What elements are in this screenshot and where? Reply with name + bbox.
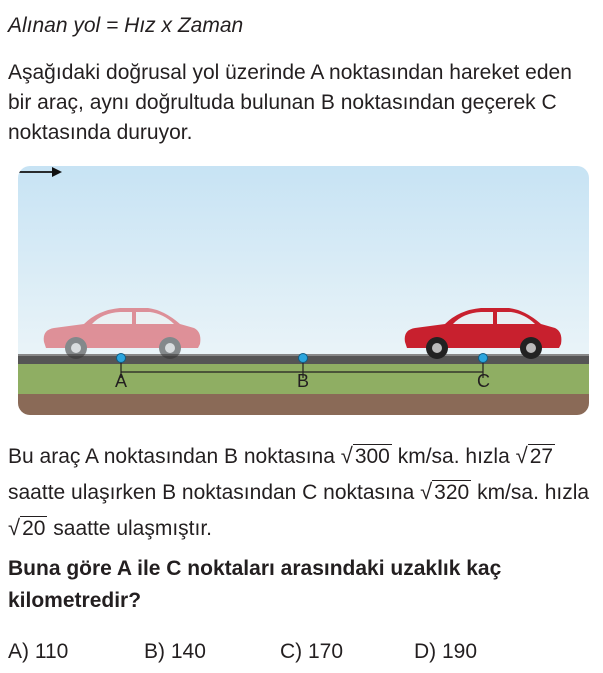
choice-b[interactable]: B) 140 <box>144 640 206 663</box>
problem-part-2: km/sa. hızla <box>397 445 510 468</box>
problem-part-5: saatte ulaşmıştır. <box>53 517 213 540</box>
problem-part-4: km/sa. hızla <box>477 481 590 504</box>
sqrt-20: √20 <box>8 515 46 540</box>
stopped-car <box>401 304 563 360</box>
sqrt-320: √320 <box>420 479 470 504</box>
problem-text <box>8 438 603 546</box>
choice-a[interactable]: A) 110 <box>8 640 69 663</box>
point-b-dot <box>299 354 308 363</box>
moving-car <box>40 304 202 360</box>
direction-arrow-icon <box>18 166 62 178</box>
motion-figure <box>18 166 589 415</box>
sqrt-27: √27 <box>515 443 554 468</box>
problem-part-3: saatte ulaşırken B noktasından C noktasına <box>8 481 415 504</box>
point-a-label: A <box>115 371 128 391</box>
intro-text: Aşağıdaki doğrusal yol üzerinde A noktasından hareket eden bir araç, aynı doğrultuda bulunan B noktasından geçerek C noktasında duruyor. <box>8 61 572 144</box>
point-b-label: B <box>297 371 310 391</box>
choice-d[interactable]: D) 190 <box>414 640 478 663</box>
problem-part-1: Bu araç A noktasından B noktasına <box>8 445 335 468</box>
formula-text: Alınan yol = Hız x Zaman <box>8 14 244 37</box>
point-c-label: C <box>477 371 490 391</box>
question-text: Buna göre A ile C noktaları arasındaki uzaklık kaç kilometredir? <box>8 557 502 612</box>
sqrt-300: √300 <box>340 443 390 468</box>
choice-c[interactable]: C) 170 <box>280 640 344 663</box>
